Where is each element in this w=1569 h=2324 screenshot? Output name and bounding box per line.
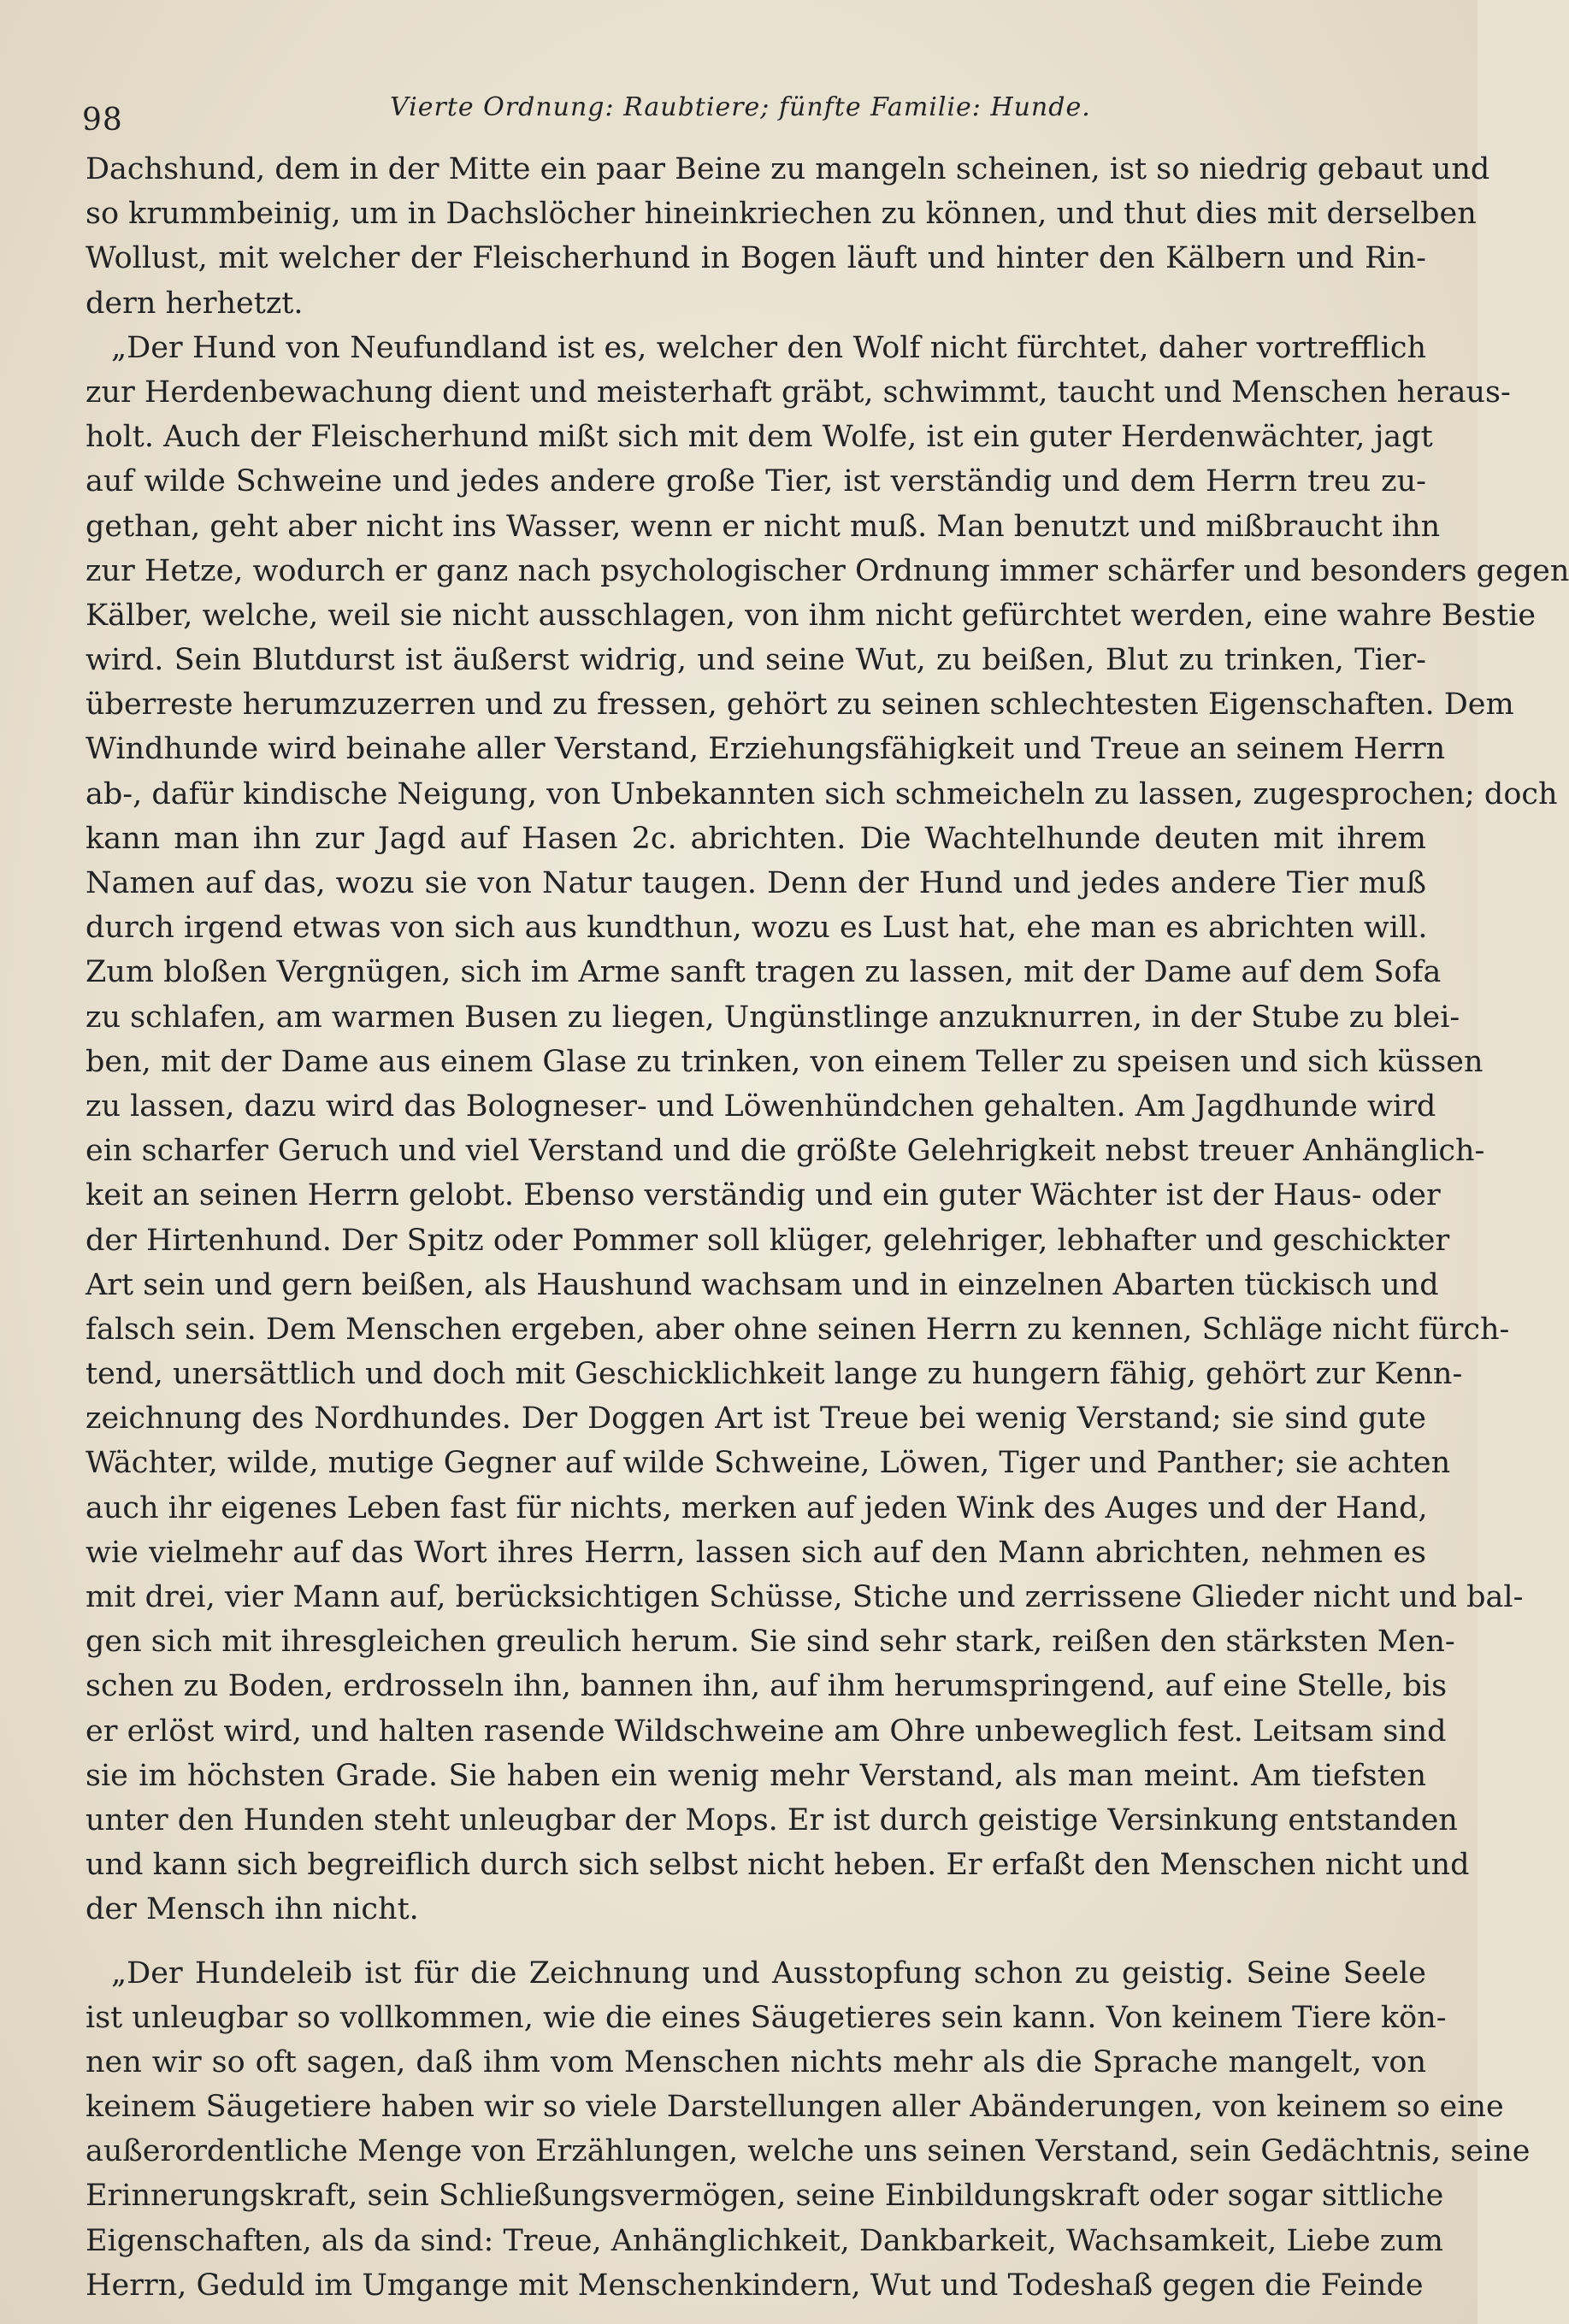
text-line: und kann sich begreiflich durch sich selbst nicht heben. Er erfaßt den Menschen nicht und — [86, 1848, 1470, 1883]
text-line: keinem Säugetiere haben wir so viele Darstellungen aller Abänderungen, von keinem so eine — [86, 2090, 1504, 2125]
text-line: falsch sein. Dem Menschen ergeben, aber ohne seinen Herrn zu kennen, Schläge nicht fürch- — [86, 1312, 1510, 1347]
text-line: Kälber, welche, weil sie nicht ausschlagen, von ihm nicht gefürchtet werden, eine wahre Bestie — [86, 598, 1537, 633]
text-line: Eigenschaften, als da sind: Treue, Anhänglichkeit, Dankbarkeit, Wachsamkeit, Liebe zum — [86, 2223, 1443, 2258]
text-line: ein scharfer Geruch und viel Verstand und die größte Gelehrigkeit nebst treuer Anhänglich- — [86, 1134, 1485, 1169]
text-line: „Der Hund von Neufundland ist es, welcher den Wolf nicht fürchtet, daher vortrefflich — [111, 330, 1426, 365]
text-line: Windhunde wird beinahe aller Verstand, Erziehungsfähigkeit und Treue an seinem Herrn — [86, 732, 1446, 767]
text-line: gen sich mit ihresgleichen greulich herum. Sie sind sehr stark, reißen den stärksten Men- — [86, 1625, 1455, 1660]
body-text — [86, 147, 1569, 2303]
text-line: zur Hetze, wodurch er ganz nach psychologischer Ordnung immer schärfer und besonders gegen — [86, 553, 1569, 588]
text-line: Art sein und gern beißen, als Haushund wachsam und in einzelnen Abarten tückisch und — [86, 1267, 1439, 1302]
text-line: ab-, dafür kindische Neigung, von Unbekannten sich schmeicheln zu lassen, zugesprochen; doch — [86, 776, 1558, 811]
text-line: der Hirtenhund. Der Spitz oder Pommer soll klüger, gelehriger, lebhafter und geschickter — [86, 1223, 1450, 1258]
text-line: er erlöst wird, und halten rasende Wildschweine am Ohre unbeweglich fest. Leitsam sind — [86, 1714, 1447, 1749]
page-number: 98 — [82, 103, 123, 138]
text-line: gethan, geht aber nicht ins Wasser, wenn er nicht muß. Man benutzt und mißbraucht ihn — [86, 509, 1441, 544]
text-line: wie vielmehr auf das Wort ihres Herrn, lassen sich auf den Mann abrichten, nehmen es — [86, 1535, 1426, 1570]
paragraph — [86, 326, 1569, 1932]
text-line: holt. Auch der Fleischerhund mißt sich mit dem Wolfe, ist ein guter Herdenwächter, jagt — [86, 420, 1433, 455]
text-line: unter den Hunden steht unleugbar der Mops. Er ist durch geistige Versinkung entstanden — [86, 1802, 1458, 1837]
text-line: tend, unersättlich und doch mit Geschicklichkeit lange zu hungern fähig, gehört zur Kenn- — [86, 1357, 1463, 1392]
text-line: Herrn, Geduld im Umgange mit Menschenkindern, Wut und Todeshaß gegen die Feinde — [86, 2268, 1424, 2303]
text-line: Zum bloßen Vergnügen, sich im Arme sanft tragen zu lassen, mit der Dame auf dem Sofa — [86, 955, 1442, 990]
running-head: Vierte Ordnung: Raubtiere; fünfte Familie: Hunde. — [390, 92, 1091, 122]
text-line: zu schlafen, am warmen Busen zu liegen, Ungünstlinge anzuknurren, in der Stube zu blei- — [86, 1000, 1460, 1035]
text-line: durch irgend etwas von sich aus kundthun, wozu es Lust hat, ehe man es abrichten will. — [86, 911, 1428, 946]
text-line: Wollust, mit welcher der Fleischerhund in Bogen läuft und hinter den Kälbern und Rin- — [86, 241, 1426, 276]
text-line: Wächter, wilde, mutige Gegner auf wilde Schweine, Löwen, Tiger und Panther; sie achten — [86, 1446, 1451, 1481]
text-line: zeichnung des Nordhundes. Der Doggen Art ist Treue bei wenig Verstand; sie sind gute — [86, 1401, 1426, 1436]
text-line: sie im höchsten Grade. Sie haben ein wenig mehr Verstand, als man meint. Am tiefsten — [86, 1758, 1426, 1793]
text-line: zu lassen, dazu wird das Bologneser- und Löwenhündchen gehalten. Am Jagdhunde wird — [86, 1088, 1436, 1124]
text-line: so krummbeinig, um in Dachslöcher hineinkriechen zu können, und thut dies mit derselben — [86, 197, 1477, 232]
text-line: wird. Sein Blutdurst ist äußerst widrig, und seine Wut, zu beißen, Blut zu trinken, Tier- — [86, 643, 1426, 678]
text-line: zur Herdenbewachung dient und meisterhaft gräbt, schwimmt, taucht und Menschen heraus- — [86, 375, 1511, 410]
text-line: Namen auf das, wozu sie von Natur taugen. Denn der Hund und jedes andere Tier muß — [86, 866, 1426, 900]
text-line: dern herhetzt. — [86, 286, 304, 321]
text-line: Dachshund, dem in der Mitte ein paar Beine zu mangeln scheinen, ist so niedrig gebaut und — [86, 152, 1490, 186]
text-line: ben, mit der Dame aus einem Glase zu trinken, von einem Teller zu speisen und sich küssen — [86, 1044, 1483, 1079]
paragraph-gap — [86, 1932, 1426, 1951]
text-line: auch ihr eigenes Leben fast für nichts, merken auf jeden Wink des Auges und der Hand, — [86, 1490, 1428, 1525]
text-line: außerordentliche Menge von Erzählungen, welche uns seinen Verstand, sein Gedächtnis, seine — [86, 2134, 1531, 2169]
paragraph — [86, 1951, 1531, 2309]
text-line: der Mensch ihn nicht. — [86, 1892, 419, 1927]
text-line: schen zu Boden, erdrosseln ihn, bannen ihn, auf ihm herumspringend, auf eine Stelle, bis — [86, 1669, 1448, 1704]
text-line: ist unleugbar so vollkommen, wie die eines Säugetieres sein kann. Von keinem Tiere kön- — [86, 2000, 1447, 2035]
page-header — [82, 82, 1424, 138]
text-line: keit an seinen Herrn gelobt. Ebenso verständig und ein guter Wächter ist der Haus- oder — [86, 1178, 1441, 1213]
paragraph — [86, 147, 1490, 326]
text-line: nen wir so oft sagen, daß ihm vom Menschen nichts mehr als die Sprache mangelt, von — [86, 2044, 1426, 2079]
text-line: mit drei, vier Mann auf, berücksichtigen Schüsse, Stiche und zerrissene Glieder nicht und bal- — [86, 1580, 1524, 1614]
text-line: Erinnerungskraft, sein Schließungsvermögen, seine Einbildungskraft oder sogar sittliche — [86, 2179, 1444, 2214]
text-line: kann man ihn zur Jagd auf Hasen 2c. abrichten. Die Wachtelhunde deuten mit ihrem — [86, 821, 1426, 856]
text-line: „Der Hundeleib ist für die Zeichnung und Ausstopfung schon zu geistig. Seine Seele — [111, 1955, 1426, 1991]
text-line: überreste herumzuzerren und zu fressen, gehört zu seinen schlechtesten Eigenschaften. Dem — [86, 687, 1514, 723]
text-line: auf wilde Schweine und jedes andere große Tier, ist verständig und dem Herrn treu zu- — [86, 464, 1426, 499]
